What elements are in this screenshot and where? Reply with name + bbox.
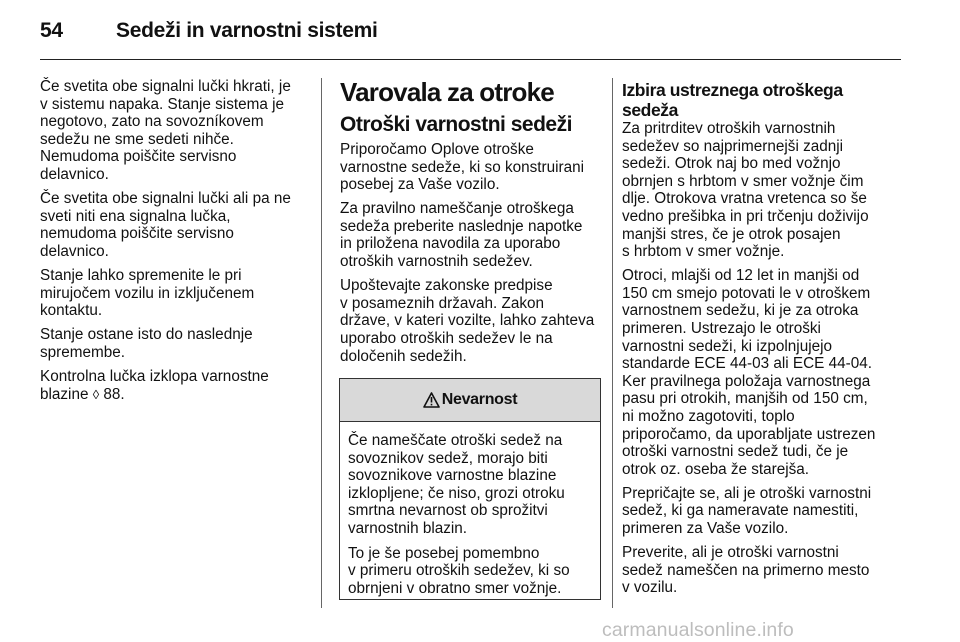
paragraph: Za pravilno nameščanje otroškega sedeža preberite naslednje napotke in priložena navodila za uporabo otroških varnostnih sedežev. xyxy=(340,200,583,271)
section-heading: Varovala za otroke xyxy=(340,77,554,107)
warning-body xyxy=(340,422,600,597)
paragraph-with-reference xyxy=(40,368,312,403)
paragraph: Priporočamo Oplove otroške varnostne sedeže, ki so konstruirani posebej za Vaše vozilo. xyxy=(340,141,585,194)
column-right xyxy=(622,80,907,603)
subsection-heading: Izbira ustreznega otroškega sedeža xyxy=(622,80,843,120)
warning-title: Nevarnost xyxy=(441,391,518,408)
column-divider xyxy=(321,78,322,608)
column-middle xyxy=(340,78,602,372)
watermark: carmanualsonline.info xyxy=(602,619,794,641)
paragraph: Stanje lahko spremenite le pri mirujočem vozilu in izključenem kontaktu. xyxy=(40,266,255,320)
header-divider xyxy=(40,59,901,60)
paragraph: Če svetita obe signalni lučki ali pa ne sveti niti ena signalna lučka, nemudoma poiščite servisno delavnico. xyxy=(40,190,291,260)
paragraph: Če nameščate otroški sedež na sovoznikov sedež, morajo biti sovoznikove varnostne blazine izklopljene; če niso, grozi otroku smrtna nevarnost ob sprožitvi varnostnih blazin. xyxy=(348,432,565,537)
warning-box xyxy=(339,378,601,600)
subsection-heading: Otroški varnostni sedeži xyxy=(340,113,572,136)
page-number: 54 xyxy=(40,19,63,42)
page-reference-arrow-icon: ◊ xyxy=(92,386,100,402)
paragraph: Za pritrditev otroških varnostnih sedežev so najprimernejši zadnji sedeži. Otrok naj bo med vožnjo obrnjen s hrbtom v smer vožnje čim dlje. Otrokova vratna vretenca so še vedno prešibka in pri trčenju doživijo manjši stres, če je otrok posajen s hrbtom v smer vožnje. xyxy=(622,120,869,261)
page-reference-link[interactable]: 88. xyxy=(99,385,125,403)
running-title: Sedeži in varnostni sistemi xyxy=(116,19,378,42)
paragraph: To je še posebej pomembno v primeru otroških sedežev, ki so obrnjeni v obratno smer vožnje. xyxy=(348,544,570,597)
paragraph: Če svetita obe signalni lučki hkrati, je v sistemu napaka. Stanje sistema je negotovo, zato na sovozníkovem sedežu ne sme sedeti nihče. Nemudoma poiščite servisno delavnico. xyxy=(40,78,291,183)
paragraph: Preverite, ali je otroški varnostni sedež nameščen na primerno mesto v vozilu. xyxy=(622,544,870,597)
paragraph: Upoštevajte zakonske predpise v posameznih državah. Zakon države, v kateri vozilte, lahko zahteva uporabo otroških sedežev le na določenih sedežih. xyxy=(340,277,595,365)
paragraph-text: Kontrolna lučka izklopa varnostne blazine xyxy=(40,367,269,403)
column-left xyxy=(40,78,312,410)
warning-triangle-icon xyxy=(423,392,440,408)
page-header xyxy=(0,0,960,60)
warning-header xyxy=(340,379,600,422)
paragraph: Otroci, mlajši od 12 let in manjši od 150 cm smejo potovati le v otroškem varnostnem sedežu, ki je za otroka primeren. Ustrezajo le otroški varnostni sedeži, ki izpolnjujejo standarde ECE 44-03 ali ECE 44-04. Ker pravilnega položaja varnostnega pasu pri otrokih, manjših od 150 cm, ni možno zagotoviti, toplo priporočamo, da uporabljate ustrezen otroški varnostni sedež tudi, če je otrok oz. oseba že starejša. xyxy=(622,267,876,478)
column-divider xyxy=(612,78,613,608)
paragraph: Stanje ostane isto do naslednje spremembe. xyxy=(40,326,253,361)
paragraph: Prepričajte se, ali je otroški varnostni sedež, ki ga nameravate namestiti, primeren za Vaše vozilo. xyxy=(622,484,872,538)
